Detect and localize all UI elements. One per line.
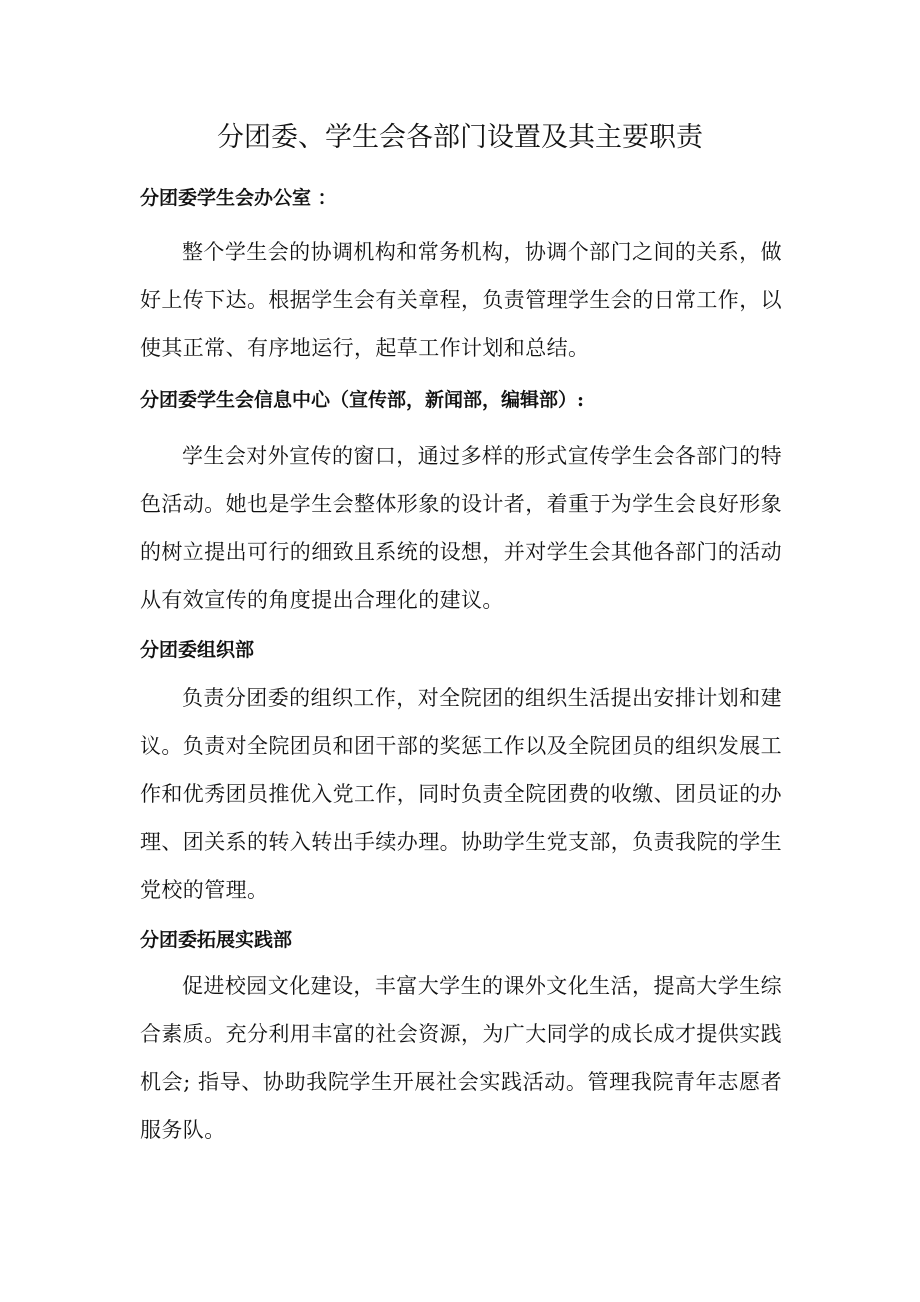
section-heading-practice: 分团委拓展实践部: [140, 929, 293, 951]
page-title: 分团委、学生会各部门设置及其主要职责: [217, 122, 703, 153]
section-body-practice: 促进校园文化建设，丰富大学生的课外文化生活，提高大学生综合素质。充分利用丰富的社会资源，为广大同学的成长成才提供实践机会; 指导、协助我院学生开展社会实践活动。管理我院青年志愿者服务队。: [140, 974, 782, 1142]
section-heading-office: 分团委学生会办公室 ：: [140, 187, 337, 209]
section-body-office: 整个学生会的协调机构和常务机构，协调个部门之间的关系，做好上传下达。根据学生会有关章程，负责管理学生会的日常工作，以使其正常、有序地运行，起草工作计划和总结。: [140, 240, 782, 360]
section-heading-info-center: 分团委学生会信息中心（宣传部，新闻部，编辑部）:: [140, 389, 585, 411]
section-body-info-center: 学生会对外宣传的窗口，通过多样的形式宣传学生会各部门的特色活动。她也是学生会整体形象的设计者，着重于为学生会良好形象的树立提出可行的细致且系统的设想，并对学生会其他各部门的活动从有效宣传的角度提出合理化的建议。: [140, 444, 782, 612]
section-heading-organization: 分团委组织部: [140, 639, 255, 661]
section-body-organization: 负责分团委的组织工作，对全院团的组织生活提出安排计划和建议。负责对全院团员和团干部的奖惩工作以及全院团员的组织发展工作和优秀团员推优入党工作，同时负责全院团费的收缴、团员证的办理、团关系的转入转出手续办理。协助学生党支部，负责我院的学生党校的管理。: [140, 686, 782, 902]
